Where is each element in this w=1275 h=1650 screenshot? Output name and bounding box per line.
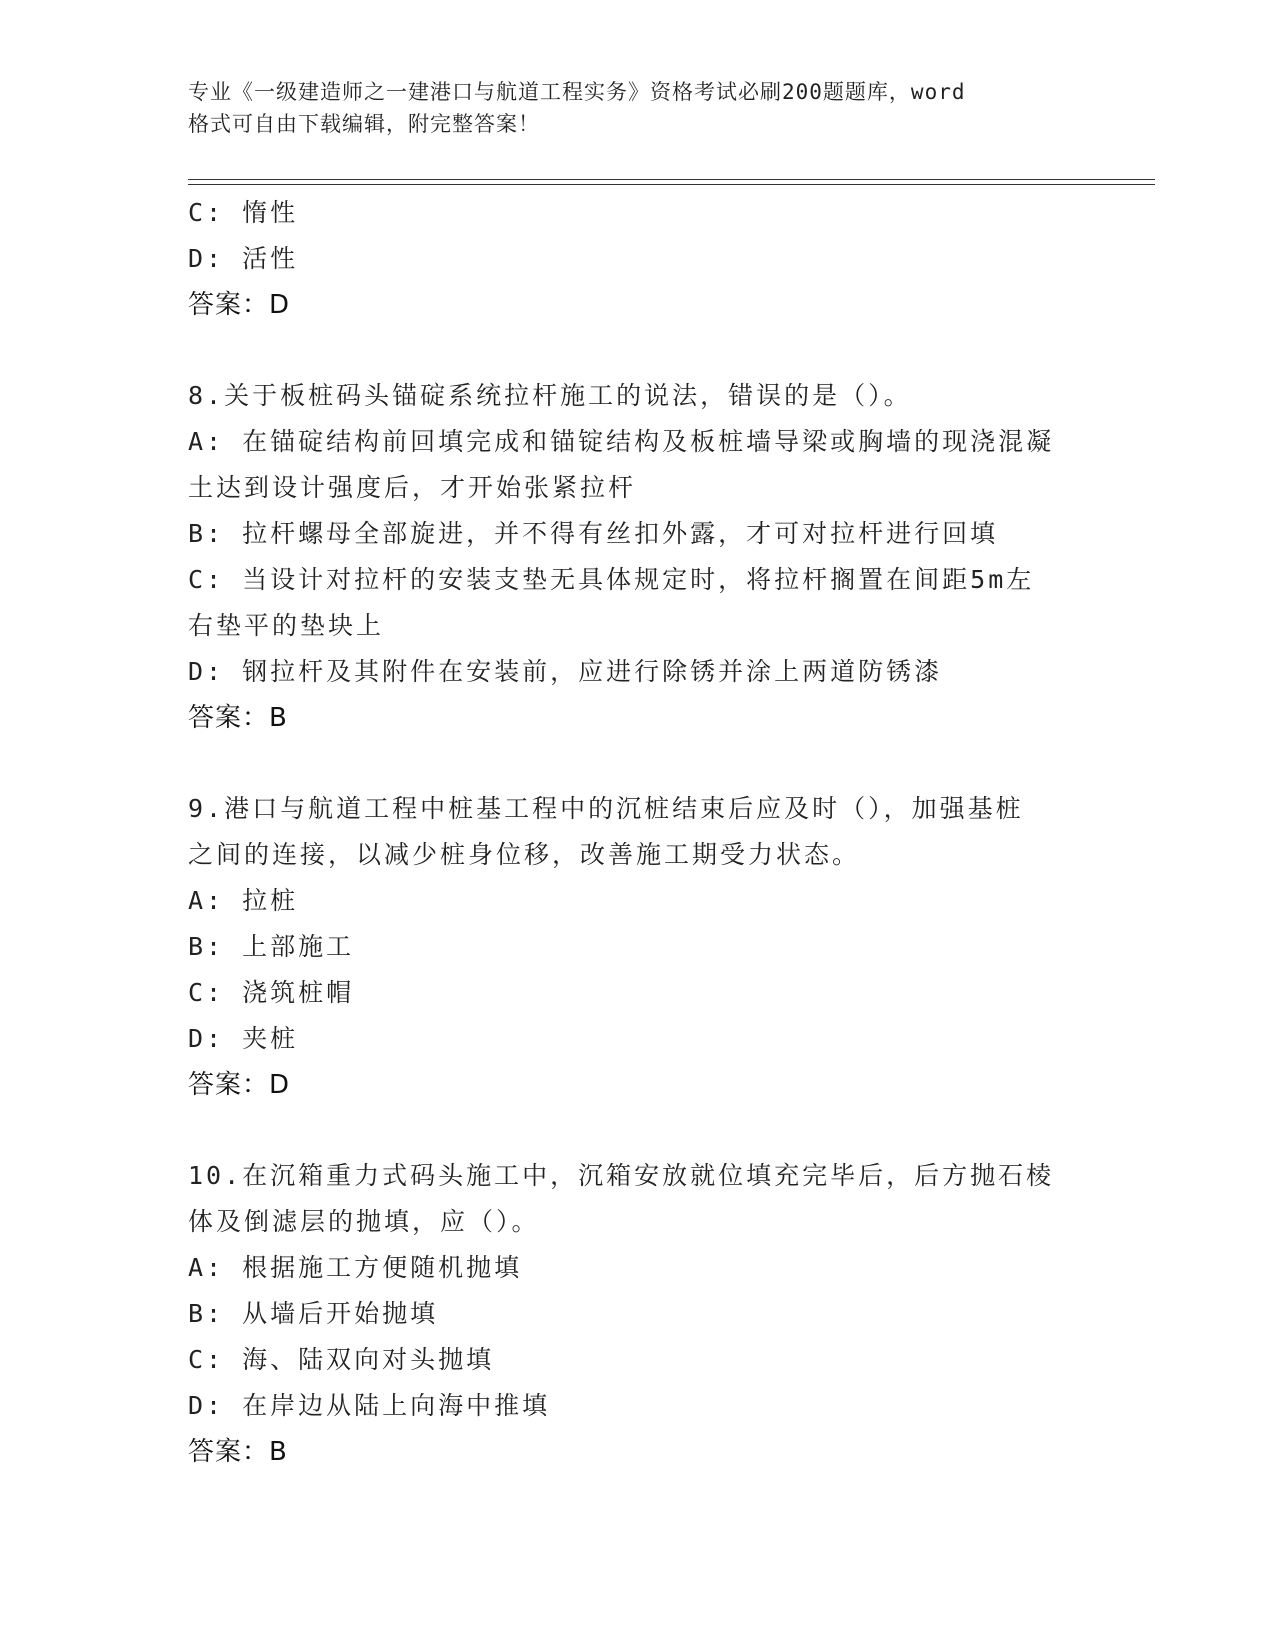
option-d: D: 活性 xyxy=(188,244,299,273)
option-b: B: 上部施工 xyxy=(188,932,355,961)
option-d: D: 夹桩 xyxy=(188,1024,299,1053)
option-a-continued: 土达到设计强度后，才开始张紧拉杆 xyxy=(188,473,637,502)
option-c: C: 海、陆双向对头抛填 xyxy=(188,1345,495,1374)
header-line-2: 格式可自由下载编辑，附完整答案！ xyxy=(188,112,540,136)
question-stem: 8.关于板桩码头锚碇系统拉杆施工的说法，错误的是（）。 xyxy=(188,381,912,410)
answer-line: 答案：B xyxy=(188,703,288,733)
spacer xyxy=(188,328,1088,373)
option-c: C: 当设计对拉杆的安装支垫无具体规定时，将拉杆搁置在间距5m左 xyxy=(188,565,1035,594)
option-d: D: 在岸边从陆上向海中推填 xyxy=(188,1391,551,1420)
question-stem: 9.港口与航道工程中桩基工程中的沉桩结束后应及时（），加强基桩 xyxy=(188,794,1024,823)
spacer xyxy=(188,741,1088,786)
question-8 xyxy=(188,373,1088,741)
question-stem-continued: 体及倒滤层的抛填，应（）。 xyxy=(188,1207,540,1236)
option-d: D: 钢拉杆及其附件在安装前，应进行除锈并涂上两道防锈漆 xyxy=(188,657,943,686)
option-c: C: 惰性 xyxy=(188,198,299,227)
answer-line: 答案：D xyxy=(188,290,291,320)
option-a: A: 根据施工方便随机抛填 xyxy=(188,1253,523,1282)
answer-line: 答案：D xyxy=(188,1070,291,1100)
question-content xyxy=(188,190,1088,1475)
spacer xyxy=(188,1108,1088,1153)
option-a: A: 在锚碇结构前回填完成和锚锭结构及板桩墙导梁或胸墙的现浇混凝 xyxy=(188,427,1055,456)
answer-line: 答案：B xyxy=(188,1437,288,1467)
option-a: A: 拉桩 xyxy=(188,886,299,915)
option-b: B: 从墙后开始抛填 xyxy=(188,1299,439,1328)
question-stem-continued: 之间的连接，以减少桩身位移，改善施工期受力状态。 xyxy=(188,840,861,869)
previous-question-tail xyxy=(188,190,1088,328)
header-line-1: 专业《一级建造师之一建港口与航道工程实务》资格考试必刷200题题库，word xyxy=(188,80,966,104)
option-b: B: 拉杆螺母全部旋进，并不得有丝扣外露，才可对拉杆进行回填 xyxy=(188,519,999,548)
question-stem: 10.在沉箱重力式码头施工中，沉箱安放就位填充完毕后，后方抛石棱 xyxy=(188,1161,1055,1190)
option-c-continued: 右垫平的垫块上 xyxy=(188,611,385,640)
question-9 xyxy=(188,786,1088,1108)
header-divider xyxy=(188,179,1155,185)
question-10 xyxy=(188,1153,1088,1475)
page-header xyxy=(188,76,1078,140)
option-c: C: 浇筑桩帽 xyxy=(188,978,355,1007)
